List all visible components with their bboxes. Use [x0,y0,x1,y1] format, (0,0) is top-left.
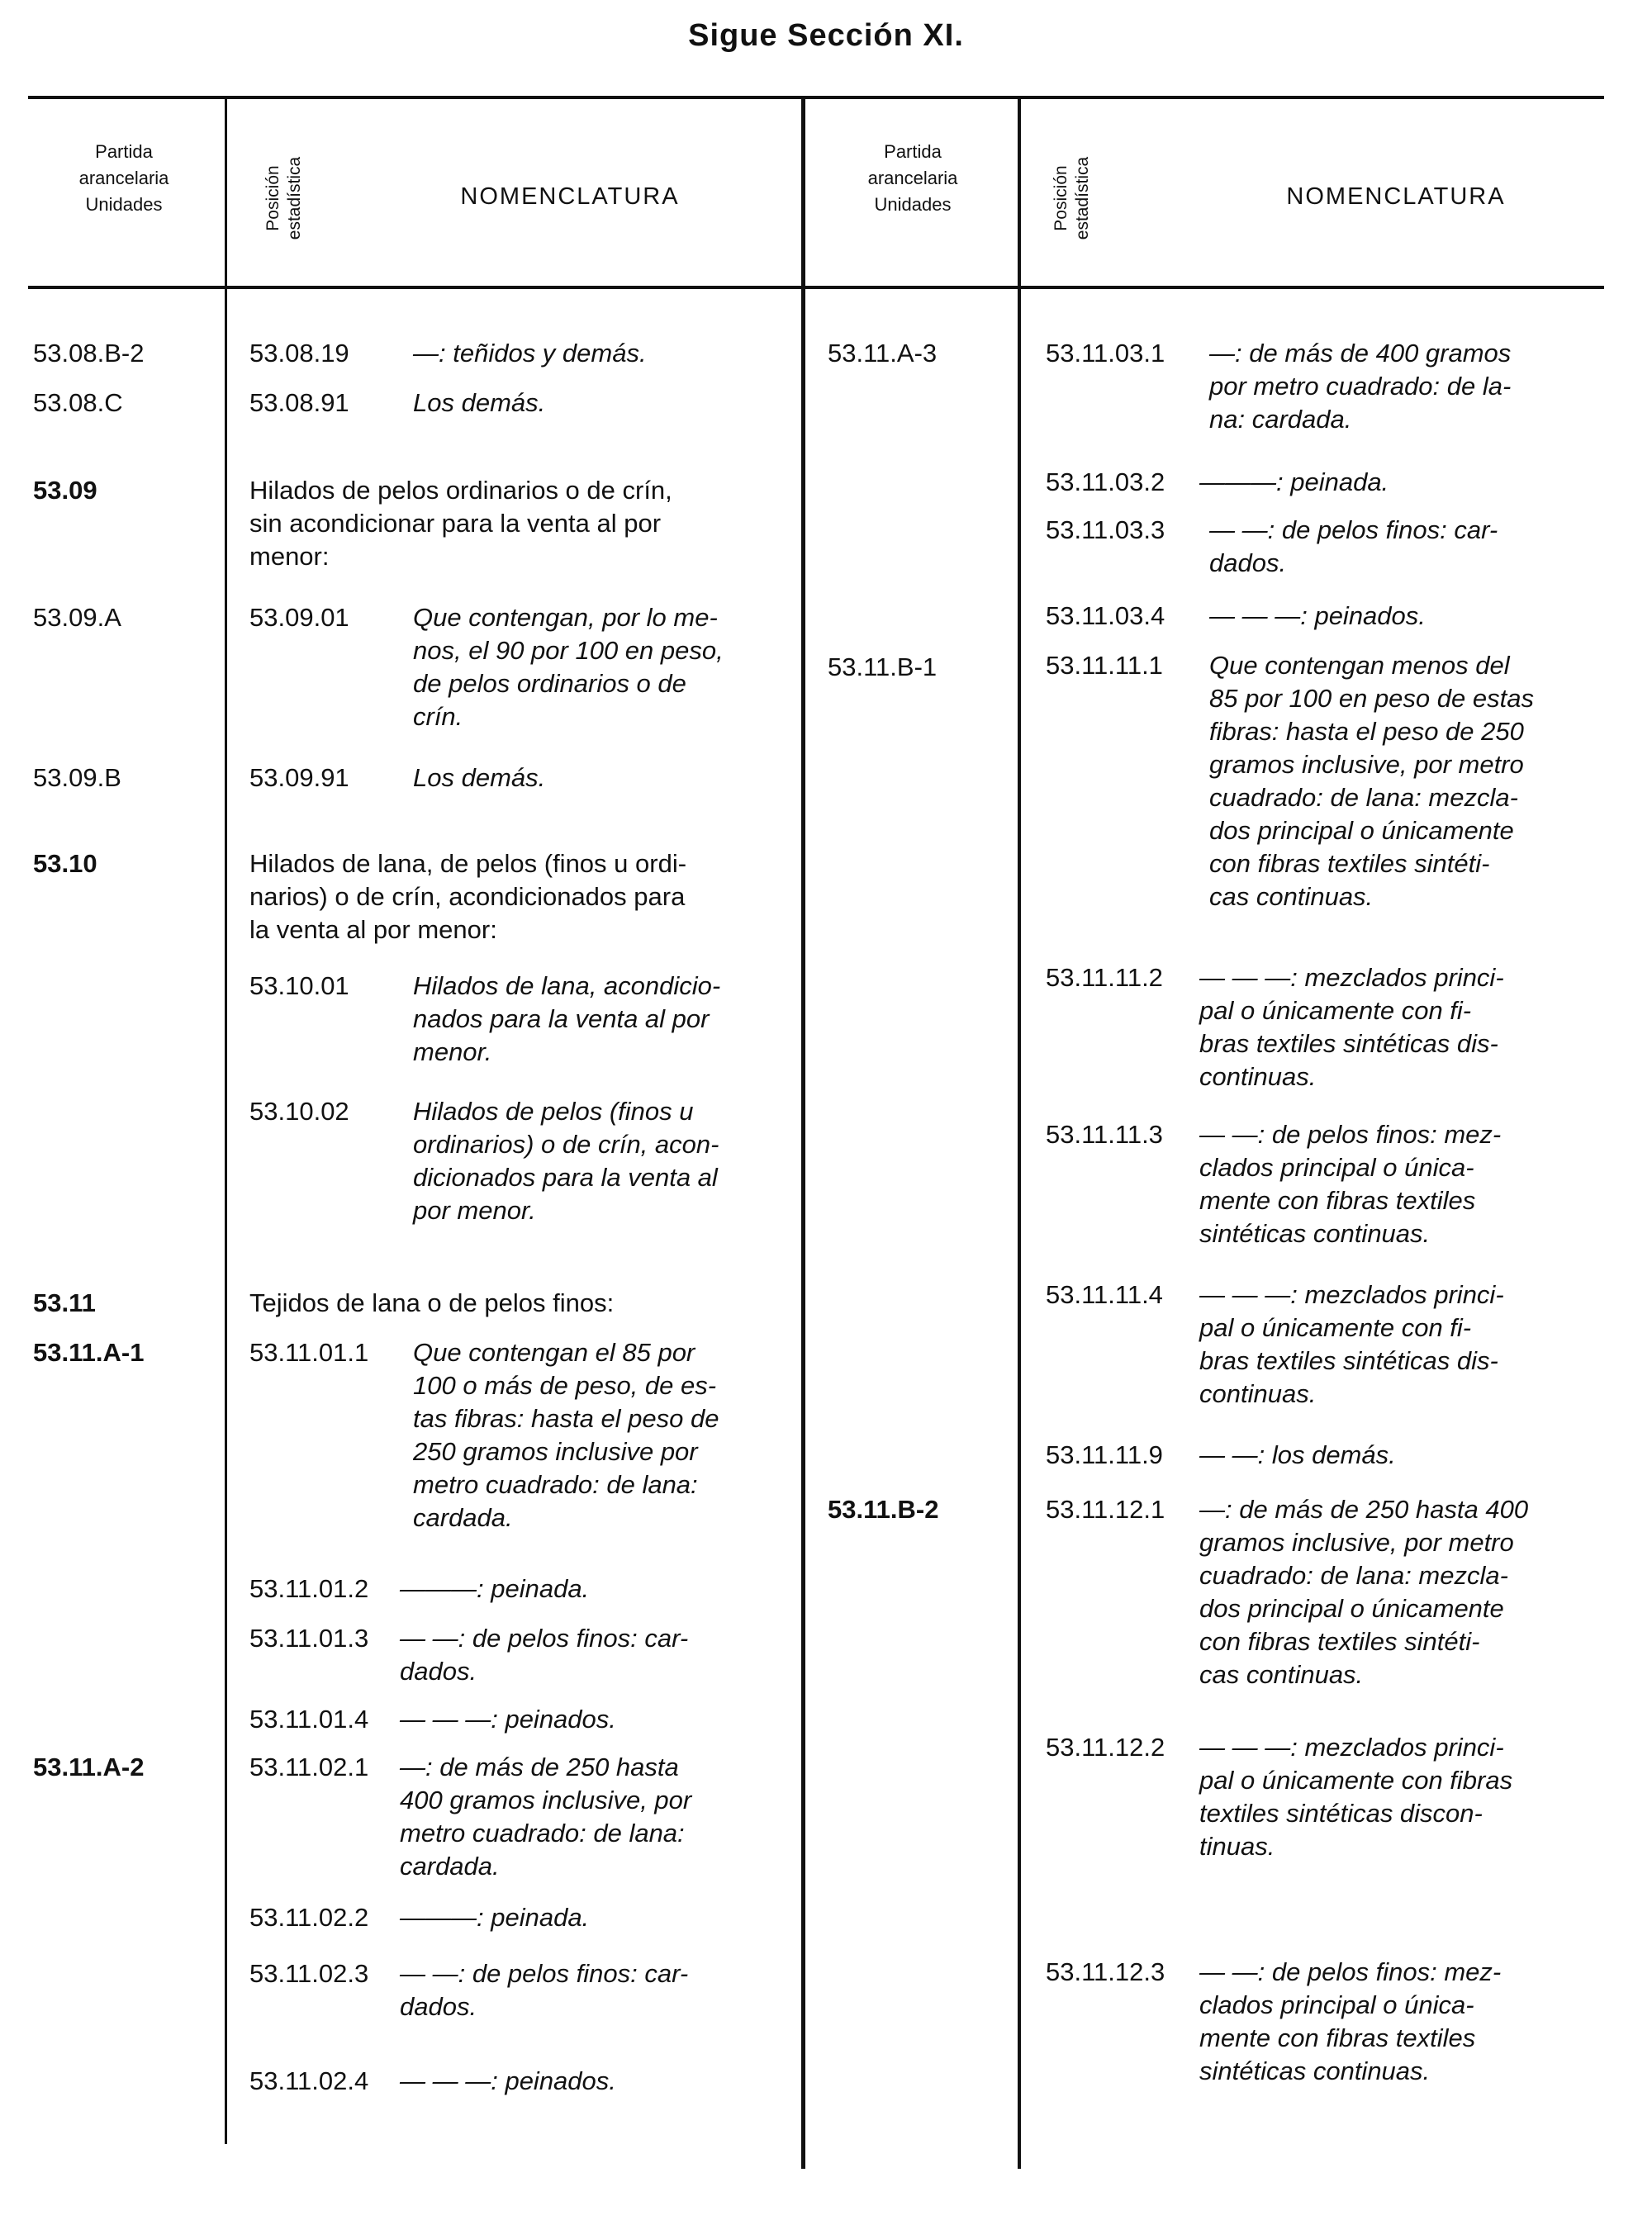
nomenclatura-text: ———: peinada. [400,1903,590,1932]
heading-text: Hilados de pelos ordinarios o de crín, sin acondicionar para la venta al por menor: [249,476,672,571]
nomenclatura-text: — — —: mezclados princi- pal o únicamente con fibras textiles sintéticas discon- tinuas. [1199,1733,1513,1861]
posicion-code: 53.11.02.2 [249,1903,369,1932]
posicion-code: 53.11.03.1 [1046,339,1165,368]
nomenclatura-text: ———: peinada. [400,1574,590,1603]
posicion-code: 53.11.01.1 [249,1338,369,1367]
header-partida-left: Partida arancelaria Unidades [78,141,169,215]
nomenclatura-text: Que contengan menos del 85 por 100 en peso de estas fibras: hasta el peso de 250 gramos inclusive, por metro cuadrado: de lana: mezcla- dos principal o únicamente con fibras textiles sintéti- cas continuas. [1209,651,1534,911]
posicion-code: 53.10.02 [249,1097,349,1126]
posicion-code: 53.11.11.2 [1046,963,1163,992]
header-bottom-rule [28,286,1604,289]
nomenclatura-text: Hilados de pelos (finos u ordinarios) o de crín, acon- dicionados para la venta al por menor. [413,1097,719,1225]
posicion-code: 53.11.12.3 [1046,1957,1165,1986]
posicion-code: 53.10.01 [249,971,349,1000]
nomenclatura-text: — — —: peinados. [400,1705,616,1734]
nomenclatura-text: — —: los demás. [1199,1440,1396,1469]
heading-text: Hilados de lana, de pelos (finos u ordi- narios) o de crín, acondicionados para la venta al por menor: [249,849,687,944]
partida-code: 53.09 [33,476,97,505]
posicion-code: 53.11.12.1 [1046,1495,1165,1524]
partida-code: 53.11.B-1 [828,652,938,681]
partida-code: 53.08.C [33,388,123,417]
posicion-code: 53.09.91 [249,763,349,792]
nomenclatura-text: Los demás. [413,388,546,417]
nomenclatura-text: — — —: peinados. [1209,601,1426,630]
posicion-code: 53.11.01.3 [249,1624,369,1653]
posicion-code: 53.11.11.4 [1046,1280,1163,1309]
nomenclatura-text: —: de más de 250 hasta 400 gramos inclusive, por metro cuadrado: de lana: mezcla- dos principal o únicamente con fibras textiles sintéti- cas continuas. [1199,1495,1529,1689]
nomenclatura-text: —: de más de 250 hasta 400 gramos inclusive, por metro cuadrado: de lana: cardada. [400,1753,692,1881]
partida-code: 53.09.A [33,603,121,632]
posicion-code: 53.11.11.9 [1046,1440,1163,1469]
nomenclatura-text: — —: de pelos finos: mez- clados principal o única- mente con fibras textiles sintéticas continuas. [1199,1957,1502,2085]
partida-code: 53.11.A-2 [33,1753,145,1781]
partida-code: 53.11.A-1 [33,1338,145,1367]
nomenclatura-text: — —: de pelos finos: car- dados. [400,1959,689,2021]
column-divider-1 [225,96,227,2144]
partida-code: 53.11.A-3 [828,339,938,368]
header-posicion-right: Posición estadística [1051,156,1092,240]
posicion-code: 53.11.01.4 [249,1705,369,1734]
posicion-code: 53.11.02.4 [249,2066,369,2095]
partida-code: 53.11.B-2 [828,1495,939,1524]
page-title: Sigue Sección XI. [688,18,964,53]
column-divider-2 [801,96,805,2169]
nomenclatura-text: — —: de pelos finos: mez- clados principal o única- mente con fibras textiles sintéticas continuas. [1199,1120,1502,1248]
posicion-code: 53.11.11.3 [1046,1120,1163,1149]
heading-text: Tejidos de lana o de pelos finos: [249,1288,615,1317]
posicion-code: 53.11.02.1 [249,1753,369,1781]
posicion-code: 53.08.19 [249,339,349,368]
posicion-code: 53.08.91 [249,388,349,417]
header-posicion-left: Posición estadística [263,156,304,240]
nomenclatura-text: —: teñidos y demás. [413,339,647,368]
nomenclatura-text: — —: de pelos finos: car- dados. [400,1624,689,1686]
header-nomenclatura-right: NOMENCLATURA [1286,183,1506,210]
partida-code: 53.11 [33,1288,96,1317]
posicion-code: 53.11.02.3 [249,1959,369,1988]
nomenclatura-text: Los demás. [413,763,546,792]
posicion-code: 53.11.11.1 [1046,651,1163,680]
header-nomenclatura-left: NOMENCLATURA [460,183,680,210]
nomenclatura-text: — — —: peinados. [400,2066,616,2095]
nomenclatura-text: Que contengan el 85 por 100 o más de peso, de es- tas fibras: hasta el peso de 250 gramos inclusive por metro cuadrado: de lana: cardada. [413,1338,719,1532]
partida-code: 53.08.B-2 [33,339,145,368]
nomenclatura-text: Hilados de lana, acondicio- nados para la venta al por menor. [413,971,721,1066]
nomenclatura-text: — — —: mezclados princi- pal o únicamente con fi- bras textiles sintéticas dis- continuas. [1199,1280,1504,1408]
nomenclatura-text: ———: peinada. [1199,467,1389,496]
column-divider-3 [1018,96,1021,2169]
posicion-code: 53.11.03.4 [1046,601,1165,630]
posicion-code: 53.11.01.2 [249,1574,369,1603]
partida-code: 53.09.B [33,763,121,792]
nomenclatura-text: Que contengan, por lo me- nos, el 90 por 100 en peso, de pelos ordinarios o de crín. [413,603,724,731]
posicion-code: 53.11.03.2 [1046,467,1165,496]
nomenclatura-text: — —: de pelos finos: car- dados. [1209,515,1498,577]
posicion-code: 53.11.12.2 [1046,1733,1165,1762]
posicion-code: 53.09.01 [249,603,349,632]
posicion-code: 53.11.03.3 [1046,515,1165,544]
nomenclatura-text: — — —: mezclados princi- pal o únicamente con fi- bras textiles sintéticas dis- continuas. [1199,963,1504,1091]
partida-code: 53.10 [33,849,97,878]
top-rule [28,96,1604,99]
header-partida-right: Partida arancelaria Unidades [867,141,958,215]
nomenclatura-text: —: de más de 400 gramos por metro cuadrado: de la- na: cardada. [1209,339,1512,434]
